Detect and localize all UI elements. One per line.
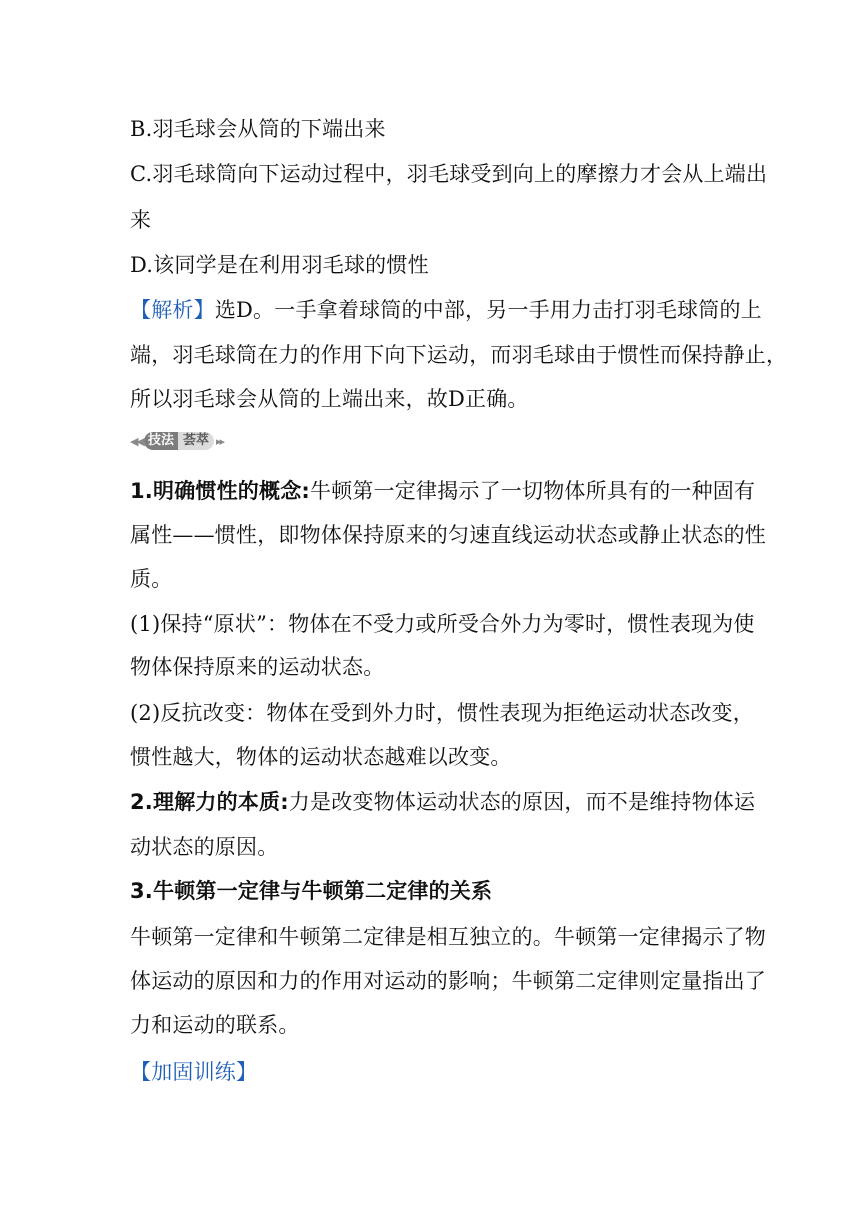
badge-left-text: 技法 bbox=[144, 432, 178, 450]
sub1-line2: 物体保持原来的运动状态。 bbox=[130, 655, 385, 679]
sub2-line1: (2)反抗改变：物体在受到外力时，惯性表现为拒绝运动状态改变， bbox=[130, 701, 754, 725]
point1-line3: 质。 bbox=[130, 567, 173, 591]
analysis-text: 选D。一手拿着球筒的中部，另一手用力击打羽毛球筒的上 bbox=[214, 298, 762, 322]
analysis-line3: 所以羽毛球会从筒的上端出来，故D正确。 bbox=[130, 387, 529, 411]
point3-line1: 牛顿第一定律和牛顿第二定律是相互独立的。牛顿第一定律揭示了物 bbox=[130, 925, 766, 949]
analysis-label: 【解析】 bbox=[130, 298, 215, 322]
badge-right-text: 荟萃 bbox=[183, 433, 210, 448]
reinforce-label: 【加固训练】 bbox=[130, 1060, 258, 1084]
point2-line1 bbox=[130, 790, 755, 814]
point1-title: 1.明确惯性的概念: bbox=[130, 479, 310, 503]
sub2-line2: 惯性越大，物体的运动状态越难以改变。 bbox=[130, 745, 512, 769]
badge-dots-icon: ▸▸ bbox=[216, 434, 224, 448]
point2-line2: 动状态的原因。 bbox=[130, 835, 279, 859]
option-c-line1: C.羽毛球筒向下运动过程中，羽毛球受到向上的摩擦力才会从上端出 bbox=[130, 162, 768, 186]
point3-title: 3.牛顿第一定律与牛顿第二定律的关系 bbox=[130, 879, 493, 903]
technique-badge bbox=[130, 431, 242, 451]
point3-line3: 力和运动的联系。 bbox=[130, 1013, 300, 1037]
point2-text: 力是改变物体运动状态的原因，而不是维持物体运 bbox=[288, 790, 756, 814]
option-c-line2: 来 bbox=[130, 208, 152, 232]
sub1-line1: (1)保持“原状”：物体在不受力或所受合外力为零时，惯性表现为使 bbox=[130, 612, 755, 636]
badge-pill bbox=[144, 432, 214, 450]
point1-line2: 属性——惯性，即物体保持原来的匀速直线运动状态或静止状态的性 bbox=[130, 523, 766, 547]
point1-line1 bbox=[130, 479, 755, 503]
badge-arrow-icon: ◀◀ bbox=[130, 434, 143, 448]
point1-text: 牛顿第一定律揭示了一切物体所具有的一种固有 bbox=[310, 479, 756, 503]
analysis-line2: 端，羽毛球筒在力的作用下向下运动，而羽毛球由于惯性而保持静止， bbox=[130, 343, 788, 367]
analysis-line1 bbox=[130, 298, 762, 322]
point3-line2: 体运动的原因和力的作用对运动的影响；牛顿第二定律则定量指出了 bbox=[130, 969, 766, 993]
option-b: B.羽毛球会从筒的下端出来 bbox=[130, 117, 386, 141]
option-d: D.该同学是在利用羽毛球的惯性 bbox=[130, 253, 429, 277]
point2-title: 2.理解力的本质: bbox=[130, 790, 289, 814]
